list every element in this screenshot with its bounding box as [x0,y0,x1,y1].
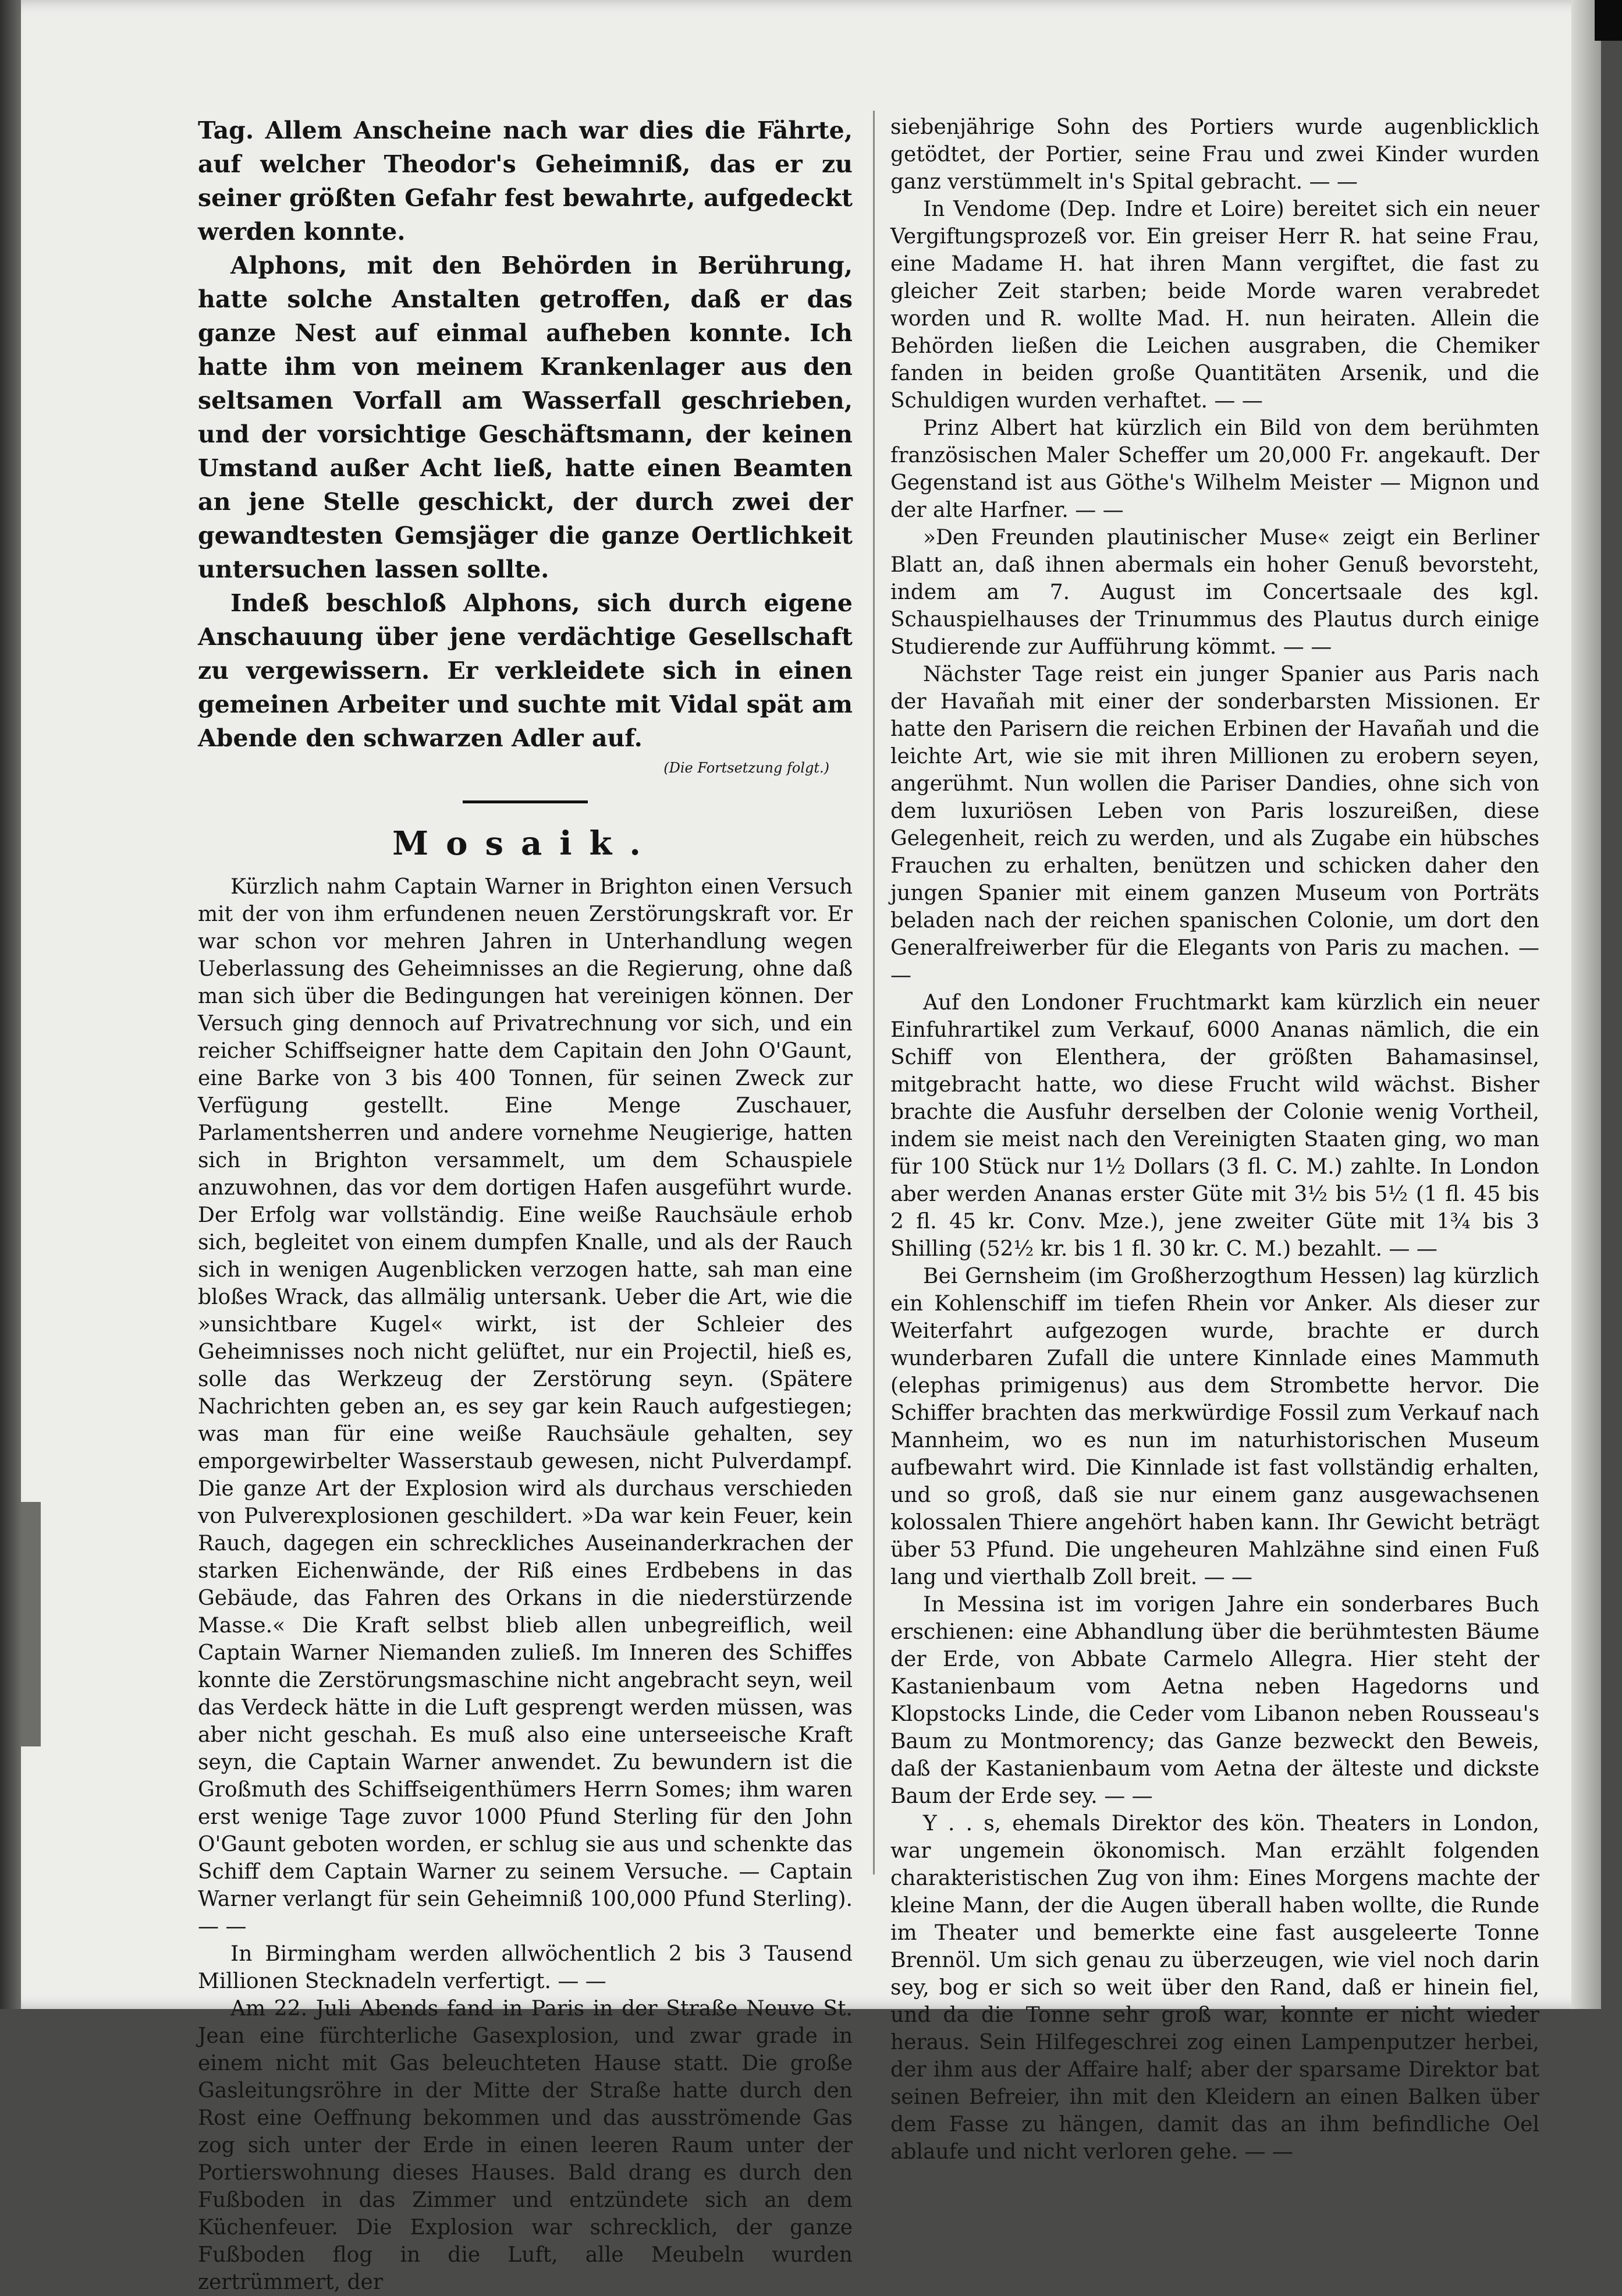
right-column [890,114,1539,2166]
continuation-note: (Die Fortsetzung folgt.) [663,760,829,776]
mosaik-item-spanier: Nächster Tage reist ein junger Spanier aus Paris nach der Havañah mit einer der sonderbarsten Missionen. Er hatte den Parisern die reichen Erbinen der Havañah und die leichte Art, wie sie mit ihren Millionen zu erobern seyen, angerühmt. Nun wollen die Pariser Dandies, ohne sich von dem luxuriösen Leben von Paris loszureißen, diese Gelegenheit, reich zu werden, und als Zugabe ein hübsches Frauchen zu erhalten, benützen und schicken daher den jungen Spanier mit einem ganzen Museum von Porträts beladen nach der reichen spanischen Colonie, um dort den Generalfreiwerber für die Elegants von Paris zu machen. — — [890,662,1539,987]
mosaik-item-continued: siebenjährige Sohn des Portiers wurde augenblicklich getödtet, der Portier, seine Frau und zwei Kinder wurden ganz verstümmelt in's Spital gebracht. — — [890,115,1539,194]
left-column [198,114,853,2296]
mosaik-item-vendome: In Vendome (Dep. Indre et Loire) bereitet sich ein neuer Vergiftungsprozeß vor. Ein greiser Herr R. hat seine Frau, eine Madame H. hat ihren Mann vergiftet, die fast zu gleicher Zeit starben; beide Morde waren verabredet worden und R. wollte Mad. H. nun heiraten. Allein die Behörden ließen die Leichen ausgraben, die Chemiker fanden in beiden große Quantitäten Arsenik, und die Schuldigen wurden verhaftet. — — [890,197,1539,413]
mosaik-item-paris-gas: Am 22. Juli Abends fand in Paris in der Straße Neuve St. Jean eine fürchterliche Gasexplosion, und zwar grade in einem nicht mit Gas beleuchteten Hause statt. Die große Gasleitungsröhre in der Mitte der Straße hatte durch den Rost eine Oeffnung bekommen und das ausströmende Gas zog sich unter der Erde in einen leeren Raum unter der Portierswohnung dieses Hauses. Bald drang es durch den Fußboden in das Zimmer und entzündete sich an dem Küchenfeuer. Die Explosion war schrecklich, der ganze Fußboden flog in die Luft, alle Meubeln wurden zertrümmert, der [198,1997,853,2294]
mosaik-item-prinz-albert: Prinz Albert hat kürzlich ein Bild von dem berühmten französischen Maler Scheffer um 20,000 Fr. angekauft. Der Gegenstand ist aus Göthe's Wilhelm Meister — Mignon und der alte Harfner. — — [890,416,1539,522]
mosaik-item-birmingham: In Birmingham werden allwöchentlich 2 bis 3 Tausend Millionen Stecknadeln verfertigt. — — [198,1942,853,1993]
page-right-edge [1571,0,1601,2009]
story-paragraph-2: Alphons, mit den Behörden in Berührung, hatte solche Anstalten getroffen, daß er das ganze Nest auf einmal aufheben konnte. Ich hatte ihm von meinem Krankenlager aus den seltsamen Vorfall am Wasserfall geschrieben, und der vorsichtige Geschäftsmann, der keinen Umstand außer Acht ließ, hatte einen Beamten an jene Stelle geschickt, der durch zwei der gewandtesten Gemsjäger die ganze Oertlichkeit untersuchen lassen sollte. [198,251,853,583]
mosaik-item-ananas: Auf den Londoner Fruchtmarkt kam kürzlich ein neuer Einfuhrartikel zum Verkauf, 6000 Ananas nämlich, die ein Schiff von Elenthera, der größten Bahamasinsel, mitgebracht hatte, wo diese Frucht wild wächst. Bisher brachte die Ausfuhr derselben der Colonie wenig Vortheil, indem sie meist nach den Vereinigten Staaten ging, wo man für 100 Stück nur 1½ Dollars (3 fl. C. M.) zahlte. In London aber werden Ananas erster Güte mit 3½ bis 5½ (1 fl. 45 bis 2 fl. 45 kr. Conv. Mze.), jene zweiter Güte mit 1¾ bis 3 Shilling (52½ kr. bis 1 fl. 30 kr. C. M.) bezahlt. — — [890,991,1539,1261]
mosaik-item-warner: Kürzlich nahm Captain Warner in Brighton einen Versuch mit der von ihm erfundenen neuen Zerstörungskraft vor. Er war schon vor mehren Jahren in Unterhandlung wegen Ueberlassung des Geheimnisses an die Regierung, ohne daß man sich über die Bedingungen hat vereinigen können. Der Versuch ging dennoch auf Privatrechnung vor sich, und ein reicher Schiffseigner hatte dem Capitain den John O'Gaunt, eine Barke von 3 bis 400 Tonnen, für seinen Zweck zur Verfügung gestellt. Eine Menge Zuschauer, Parlamentsherren und andere vornehme Neugierige, hatten sich in Brighton versammelt, um dem Schauspiele anzuwohnen, das vor dem dortigen Hafen ausgeführt wurde. Der Erfolg war vollständig. Eine weiße Rauchsäule erhob sich, begleitet von einem dumpfen Knalle, und als der Rauch sich in wenigen Augenblicken verzogen hatte, sah man eine bloßes Wrack, das allmälig untersank. Ueber die Art, wie die »unsichtbare Kugel« wirkt, ist der Schleier des Geheimnisses noch nicht gelüftet, nur ein Projectil, hieß es, solle das Werkzeug der Zerstörung seyn. (Spätere Nachrichten geben an, es sey gar kein Rauch aufgestiegen; was man für eine weiße Rauchsäule gehalten, sey emporgewirbelter Wasserstaub gewesen, nicht Pulverdampf. Die ganze Art der Explosion wird als durchaus verschieden von Pulverexplosionen geschildert. »Da war kein Feuer, kein Rauch, dagegen ein schreckliches Auseinanderkrachen der starken Eichenwände, der Riß eines Erdbebens in das Gebäude, das Fahren des Orkans in die niederstürzende Masse.« Die Kraft selbst blieb allen unbegreiflich, weil Captain Warner Niemanden zuließ. Im Inneren des Schiffes konnte die Zerstörungsmaschine nicht angebracht seyn, weil das Verdeck hätte in die Luft gesprengt werden müssen, was aber nicht geschah. Es muß also eine unterseeische Kraft seyn, die Captain Warner anwendet. Zu bewundern ist die Großmuth des Schiffseigenthümers Herrn Somes; ihm waren erst wenige Tage zuvor 1000 Pfund Sterling für den John O'Gaunt geboten worden, er schlug sie aus und schenkte das Schiff dem Captain Warner zu seinem Versuche. — Captain Warner verlangt für sein Geheimniß 100,000 Pfund Sterling). — — [198,875,853,1939]
story-paragraph-3: Indeß beschloß Alphons, sich durch eigene Anschauung über jene verdächtige Gesellschaft zu vergewissern. Er verkleidete sich in einen gemeinen Arbeiter und suchte mit Vidal spät am Abende den schwarzen Adler auf. [198,589,853,752]
section-title-mosaik: Mosaik. [392,824,658,863]
mosaik-item-direktor: Y . . s, ehemals Direktor des kön. Theaters in London, war ungemein ökonomisch. Man erzählt folgenden charakteristischen Zug von ihm: Eines Morgens machte der kleine Mann, der die Augen überall haben wollte, die Runde im Theater und bemerkte eine fast ausgeleerte Tonne Brennöl. Um sich genau zu überzeugen, wie viel noch darin sey, bog er sich so weit über den Rand, daß er hinein fiel, und da die Tonne sehr groß war, konnte er nicht wieder heraus. Sein Hilfegeschrei zog einen Lampenputzer herbei, der ihm aus der Affaire half; aber der sparsame Direktor bat seinen Befreier, ihn mit den Kleidern an einen Balken über dem Fasse zu hängen, damit das an ihm befindliche Oel ablaufe und nicht verloren gehe. — — [890,1812,1539,2164]
corner-tab [1595,0,1622,41]
mosaik-item-messina: In Messina ist im vorigen Jahre ein sonderbares Buch erschienen: eine Abhandlung über die berühmtesten Bäume der Erde, von Abbate Carmelo Allegra. Hier steht der Kastanienbaum vom Aetna neben Hagedorns und Klopstocks Linde, die Ceder vom Libanon neben Rousseau's Baum zu Montmorency; das Ganze bezweckt den Beweis, daß der Kastanienbaum vom Aetna der älteste und dickste Baum der Erde sey. — — [890,1593,1539,1808]
page-left-shadow [0,0,21,2009]
mosaik-item-mammuth: Bei Gernsheim (im Großherzogthum Hessen) lag kürzlich ein Kohlenschiff im tiefen Rhein vor Anker. Als dieser zur Weiterfahrt aufgezogen wurde, brachte er durch wunderbaren Zufall die untere Kinnlade eines Mammuth (elephas primigenus) aus dem Strombette hervor. Die Schiffer brachten das merkwürdige Fossil zum Verkauf nach Mannheim, wo es nun im naturhistorischen Museum aufbewahrt wird. Die Kinnlade ist fast vollständig erhalten, und so groß, daß sie nur einem ganz ausgewachsenen kolossalen Thiere angehört haben kann. Ihr Gewicht beträgt über 53 Pfund. Die ungeheuren Mahlzähne sind einen Fuß lang und vierthalb Zoll breit. — — [890,1264,1539,1589]
column-divider [873,111,875,1875]
story-paragraph-1: Tag. Allem Anscheine nach war dies die Fährte, auf welcher Theodor's Geheimniß, das er zu seiner größten Gefahr fest bewahrte, aufgedeckt werden konnte. [198,116,853,246]
section-rule [463,800,588,803]
mosaik-item-plautus: »Den Freunden plautinischer Muse« zeigt ein Berliner Blatt an, daß ihnen abermals ein hoher Genuß bevorsteht, indem am 7. August im Concertsaale des kgl. Schauspielhauses der Trinummus des Plautus durch einige Studierende zur Aufführung kömmt. — — [890,526,1539,659]
binding-mark [21,1502,41,1746]
